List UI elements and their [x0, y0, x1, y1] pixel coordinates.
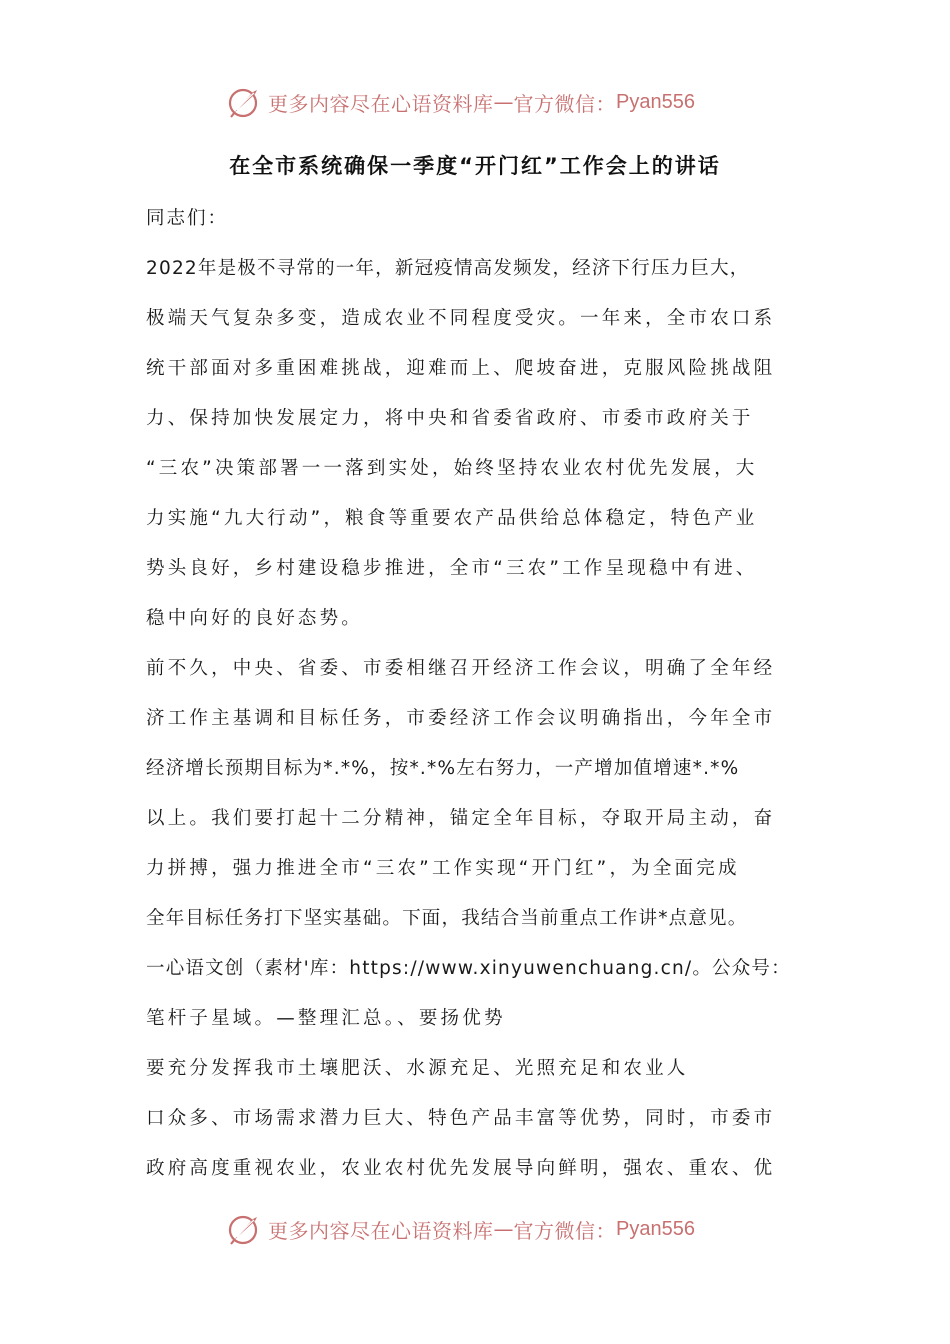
watermark-label: 官方微信： — [513, 1218, 616, 1243]
watermark-label: 官方微信： — [513, 91, 616, 116]
body-line-15: 一心语文创（素材'库：https://www.xinyuwenchuang.cn/。公众号： — [146, 958, 791, 979]
watermark-dash: — — [493, 90, 514, 114]
watermark-text: 更多内容尽在心语资料库 — [268, 91, 494, 116]
quill-pen-logo-icon — [226, 84, 262, 120]
quill-pen-logo-icon — [226, 1211, 262, 1247]
watermark-text: 更多内容尽在心语资料库 — [268, 1218, 494, 1243]
watermark-id: Pyan556 — [616, 90, 695, 113]
body-line-19: 政府高度重视农业，农业农村优先发展导向鲜明，强农、重农、优 — [146, 1158, 776, 1179]
body-line-4: 力、保持加快发展定力，将中央和省委省政府、市委市政府关于 — [146, 408, 754, 429]
footer-watermark — [226, 1209, 695, 1249]
body-line-13: 力拼搏，强力推进全市“三农”工作实现“开门红”，为全面完成 — [146, 858, 740, 879]
body-line-5: “三农”决策部署一一落到实处，始终坚持农业农村优先发展，大 — [146, 458, 758, 479]
body-line-2: 极端天气复杂多变，造成农业不同程度受灾。一年来，全市农口系 — [146, 308, 776, 329]
body-line-1: 2022年是极不寻常的一年，新冠疫情高发频发，经济下行压力巨大， — [146, 258, 750, 279]
salutation: 同志们： — [146, 208, 229, 229]
body-line-7: 势头良好，乡村建设稳步推进，全市“三农”工作呈现稳中有进、 — [146, 558, 758, 579]
body-line-14: 全年目标任务打下坚实基础。下面，我结合当前重点工作讲*点意见。 — [146, 908, 748, 929]
body-line-18: 口众多、市场需求潜力巨大、特色产品丰富等优势，同时，市委市 — [146, 1108, 776, 1129]
body-line-10: 济工作主基调和目标任务，市委经济工作会议明确指出，今年全市 — [146, 708, 776, 729]
body-line-8: 稳中向好的良好态势。 — [146, 608, 364, 629]
body-line-6: 力实施“九大行动”，粮食等重要农产品供给总体稳定，特色产业 — [146, 508, 758, 529]
watermark-dash: — — [493, 1217, 514, 1241]
body-line-9: 前不久，中央、省委、市委相继召开经济工作会议，明确了全年经 — [146, 658, 776, 679]
body-line-17: 要充分发挥我市土壤肥沃、水源充足、光照充足和农业人 — [146, 1058, 689, 1079]
header-watermark — [226, 82, 695, 122]
body-line-16: 笔杆子星域。—整理汇总。、要扬优势 — [146, 1008, 506, 1029]
body-line-11: 经济增长预期目标为*.*%，按*.*%左右努力，一产增加值增速*.*% — [146, 758, 740, 779]
body-line-3: 统干部面对多重困难挑战，迎难而上、爬坡奋进，克服风险挑战阻 — [146, 358, 776, 379]
body-line-12: 以上。我们要打起十二分精神，锚定全年目标，夺取开局主动，奋 — [146, 808, 776, 829]
document-title: 在全市系统确保一季度“开门红”工作会上的讲话 — [229, 154, 721, 178]
watermark-id: Pyan556 — [616, 1217, 695, 1240]
